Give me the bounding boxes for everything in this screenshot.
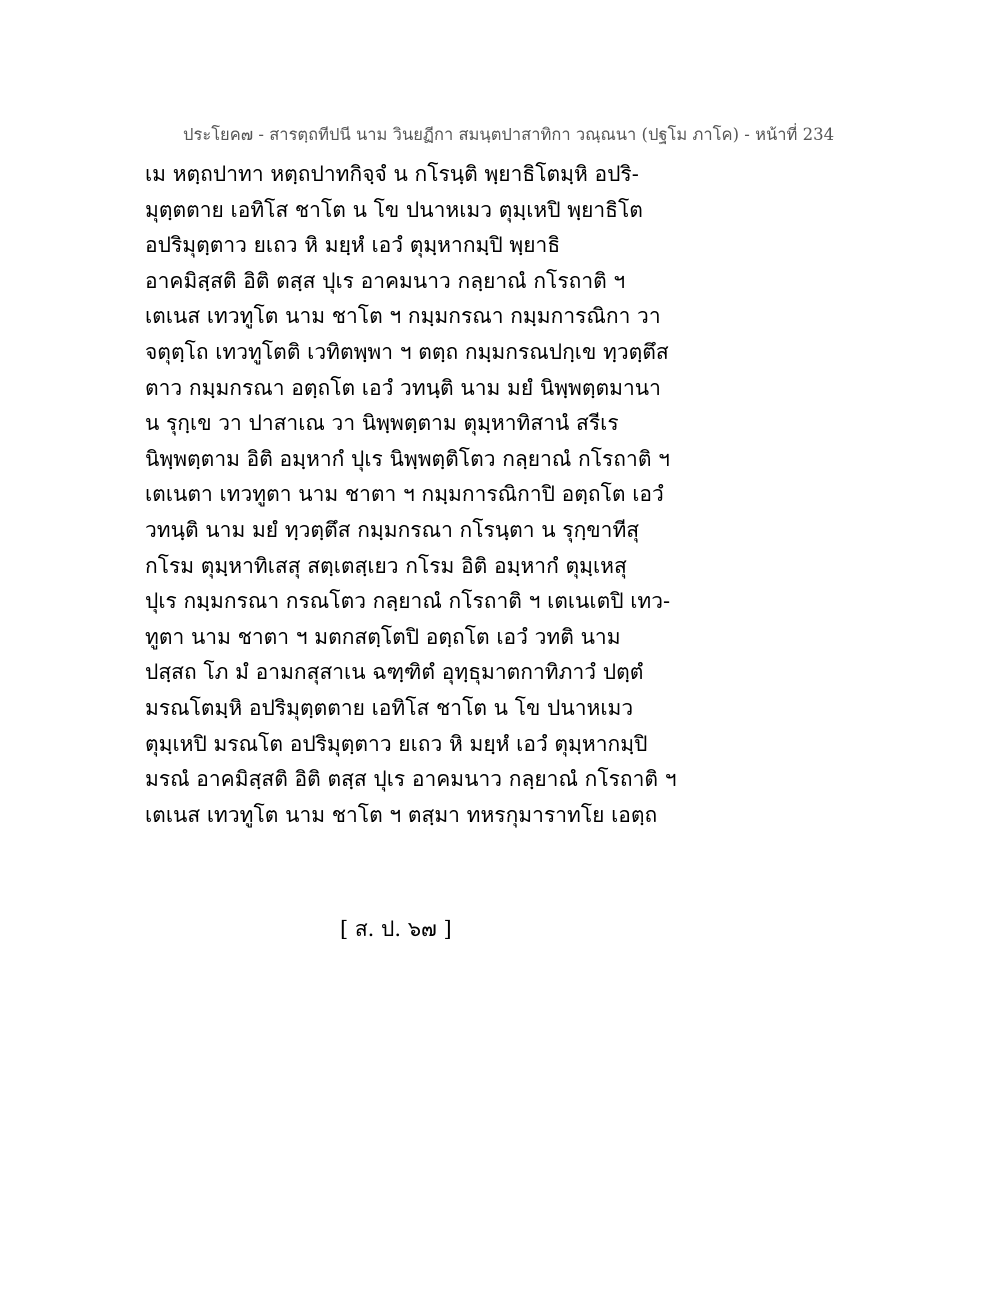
text-line: กโรม ตุมฺหาทิเสสุ สตฺเตสฺเยว กโรม อิติ อมฺหากํ ตุมฺเหสุ <box>145 553 627 578</box>
text-line: ตาว กมฺมกรณา อตฺถโต เอวํ วทนฺติ นาม มยํ นิพฺพตฺตมานา <box>145 375 661 400</box>
page-footer: [ ส. ป. ๖๗ ] <box>340 917 452 941</box>
text-line: อาคมิสฺสติ อิติ ตสฺส ปุเร อาคมนาว กลฺยาณํ กโรถาติ ฯ <box>145 268 626 293</box>
text-line: ตุมฺเหปิ มรณโต อปริมุตฺตาว ยเถว หิ มยฺหํ เอวํ ตุมฺหากมฺปิ <box>145 731 648 756</box>
text-line: เตเนส เทวทูโต นาม ชาโต ฯ กมฺมกรณา กมฺมการณิกา วา <box>145 304 661 329</box>
text-line: วทนฺติ นาม มยํ ทฺวตฺตึส กมฺมกรณา กโรนฺตา น รุกฺขาทีสุ <box>145 517 640 542</box>
text-line: เม หตฺถปาทา หตฺถปาทกิจฺจํ น กโรนฺติ พฺยาธิโตมฺหิ อปริ- <box>145 162 639 186</box>
text-line: ทูตา นาม ชาตา ฯ มตกสตฺโตปิ อตฺถโต เอวํ วทติ นาม <box>145 624 621 649</box>
text-line: ปสฺสถ โภ มํ อามกสุสาเน ฉฑฺฑิตํ อุทฺธุมาตกาทิภาวํ ปตฺตํ <box>145 660 644 685</box>
text-line: นิพฺพตฺตาม อิติ อมฺหากํ ปุเร นิพฺพตฺติโตว กลฺยาณํ กโรถาติ ฯ <box>145 446 670 471</box>
text-line: ปุเร กมฺมกรณา กรณโตว กลฺยาณํ กโรถาติ ฯ เตเนเตปิ เทว- <box>145 589 671 614</box>
text-line: มุตฺตตาย เอทิโส ชาโต น โข ปนาหเมว ตุมฺเหปิ พฺยาธิโต <box>145 197 643 222</box>
text-line: น รุกฺเข วา ปาสาเณ วา นิพฺพตฺตาม ตุมฺหาทิสานํ สรีเร <box>145 411 619 436</box>
text-line: มรณโตมฺหิ อปริมุตฺตตาย เอทิโส ชาโต น โข ปนาหเมว <box>145 695 634 720</box>
text-line: มรณํ อาคมิสฺสติ อิติ ตสฺส ปุเร อาคมนาว กลฺยาณํ กโรถาติ ฯ <box>145 767 677 792</box>
text-line: จตุตฺโถ เทวทูโตติ เวทิตพฺพา ฯ ตตฺถ กมฺมกรณปกฺเข ทฺวตฺตึส <box>145 339 669 364</box>
text-line: เตเนตา เทวทูตา นาม ชาตา ฯ กมฺมการณิกาปิ อตฺถโต เอวํ <box>145 482 664 507</box>
body-text <box>145 157 677 833</box>
text-line: เตเนส เทวทูโต นาม ชาโต ฯ ตสฺมา ทหรกุมาราทโย เอตฺถ <box>145 802 658 827</box>
text-line: อปริมุตฺตาว ยเถว หิ มยฺหํ เอวํ ตุมฺหากมฺปิ พฺยาธิ <box>145 233 561 258</box>
page-header: ประโยค๗ - สารตฺถทีปนี นาม วินยฏีกา สมนฺตปาสาทิกา วณฺณนา (ปฐโม ภาโค) - หน้าที่ 234 <box>183 125 835 144</box>
